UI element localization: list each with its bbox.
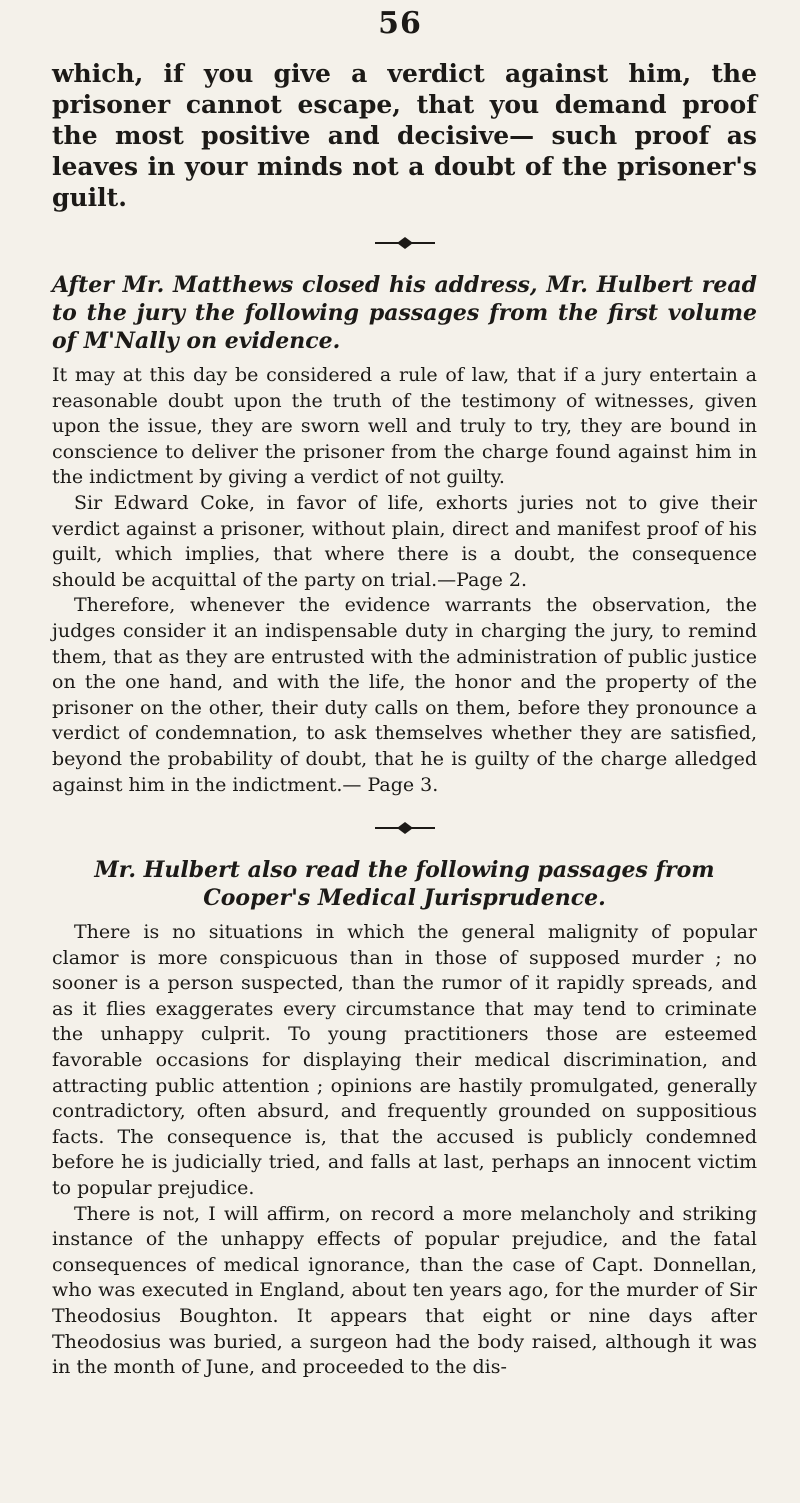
- paragraph: It may at this day be considered a rule of law, that if a jury entertain a reasonable doubt upon the truth of the testimony of witnesses, given upon the issue, they are sworn well and truly to try, they are bound in conscience to deliver the prisoner from the charge found against him in the indictment by giving a verdict of not guilty.: [52, 364, 757, 489]
- section-heading-mnally: After Mr. Matthews closed his address, Mr. Hulbert read to the jury the following passages from the first volume of M'Nally on evidence.: [52, 272, 757, 354]
- section-heading-cooper: Mr. Hulbert also read the following passages from Cooper's Medical Jurisprudence.: [94, 857, 715, 912]
- page-number: 56: [378, 6, 422, 41]
- divider-ornament-icon: [375, 821, 435, 835]
- paragraph: Therefore, whenever the evidence warrants the observation, the judges consider it an indispensable duty in charging the jury, to remind them, that as they are entrusted with the administration of public justice on the one hand, and with the life, the honor and the property of the prisoner on the other, their duty calls on them, before they pronounce a verdict of condemnation, to ask themselves whether they are satisfied, beyond the probability of doubt, that he is guilty of the charge alledged against him in the indictment.— Page 3.: [52, 594, 757, 796]
- paragraph: Sir Edward Coke, in favor of life, exhorts juries not to give their verdict against a prisoner, without plain, direct and manifest proof of his guilt, which implies, that where there is a doubt, the consequence should be acquittal of the party on trial.—Page 2.: [52, 491, 757, 591]
- continued-paragraph: which, if you give a verdict against him, the prisoner cannot escape, that you demand proof the most positive and decisive— such proof as leaves in your minds not a doubt of the prisoner's guilt.: [52, 59, 757, 212]
- paragraph: There is not, I will affirm, on record a more melancholy and striking instance of the unhappy effects of popular prejudice, and the fatal consequences of medical ignorance, than the case of Capt. Donnellan, who was executed in England, about ten years ago, for the murder of Sir Theodosius Boughton. It appears that eight or nine days after Theodosius was buried, a surgeon had the body raised, although it was in the month of June, and proceeded to the dis-: [52, 1202, 757, 1379]
- divider-ornament-icon: [375, 236, 435, 250]
- section-divider: [52, 808, 757, 848]
- section-divider: [52, 223, 757, 263]
- paragraph: There is no situations in which the general malignity of popular clamor is more conspicuous than in those of supposed murder ; no sooner is a person suspected, than the rumor of it rapidly spreads, and as it flies exaggerates every circumstance that may tend to criminate the unhappy culprit. To young practitioners those are esteemed favorable occasions for displaying their medical discrimination, and attracting public attention ; opinions are hastily promulgated, generally contradictory, often absurd, and frequently grounded on suppositious facts. The consequence is, that the accused is publicly condemned before he is judicially tried, and falls at last, perhaps an innocent victim to popular prejudice.: [52, 921, 757, 1200]
- page-content: [52, 58, 757, 1381]
